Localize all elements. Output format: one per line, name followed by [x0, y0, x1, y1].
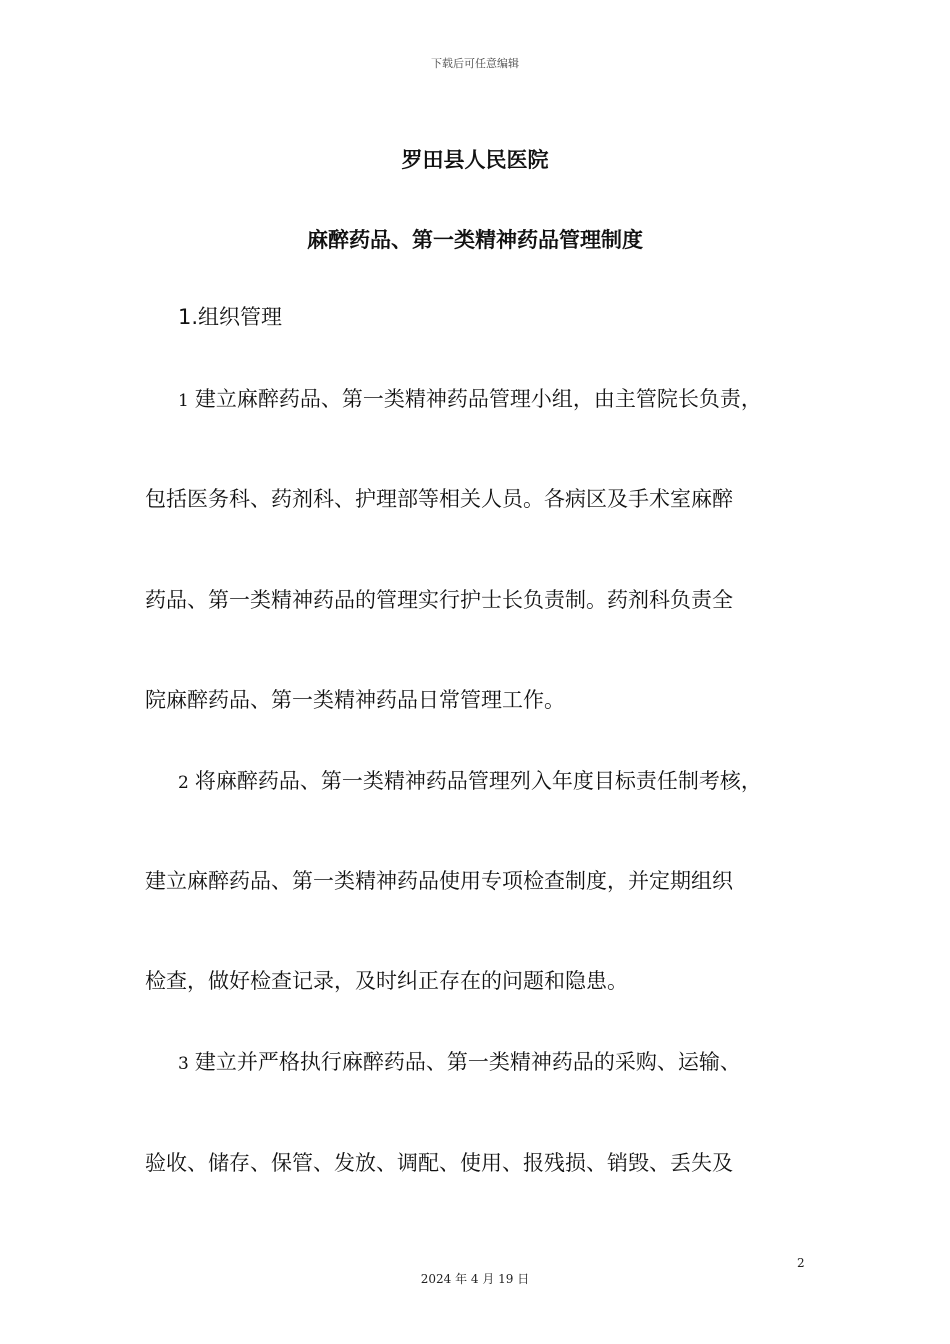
- regulation-title: 麻醉药品、第一类精神药品管理制度: [307, 228, 643, 252]
- paragraph-2-line-2: 建立麻醉药品、第一类精神药品使用专项检查制度，并定期组织: [145, 869, 733, 893]
- paragraph-2-line-3: 检查，做好检查记录，及时纠正存在的问题和隐患。: [145, 969, 628, 993]
- paragraph-1-line-2: 包括医务科、药剂科、护理部等相关人员。各病区及手术室麻醉: [145, 487, 733, 511]
- paragraph-text: 建立并严格执行麻醉药品、第一类精神药品的采购、运输、: [194, 1050, 741, 1074]
- page-number: 2: [797, 1256, 805, 1270]
- paragraph-text: 将麻醉药品、第一类精神药品管理列入年度目标责任制考核，: [194, 769, 762, 793]
- paragraph-number: 1: [178, 391, 189, 411]
- paragraph-text: 建立麻醉药品、第一类精神药品管理小组，由主管院长负责，: [194, 387, 762, 411]
- paragraph-1-line-1: [178, 384, 762, 416]
- paragraph-3-line-2: 验收、储存、保管、发放、调配、使用、报残损、销毁、丢失及: [145, 1151, 733, 1175]
- paragraph-number: 3: [178, 1054, 189, 1074]
- paragraph-3-line-1: [178, 1047, 741, 1079]
- paragraph-1-line-3: 药品、第一类精神药品的管理实行护士长负责制。药剂科负责全: [145, 588, 733, 612]
- paragraph-number: 2: [178, 773, 189, 793]
- header-note: 下载后可任意编辑: [431, 57, 519, 70]
- footer-date: 2024 年 4 月 19 日: [420, 1272, 530, 1286]
- hospital-title: 罗田县人民医院: [401, 148, 549, 172]
- paragraph-2-line-1: [178, 766, 762, 798]
- paragraph-1-line-4: 院麻醉药品、第一类精神药品日常管理工作。: [145, 688, 565, 712]
- section-heading: 1.组织管理: [178, 305, 283, 329]
